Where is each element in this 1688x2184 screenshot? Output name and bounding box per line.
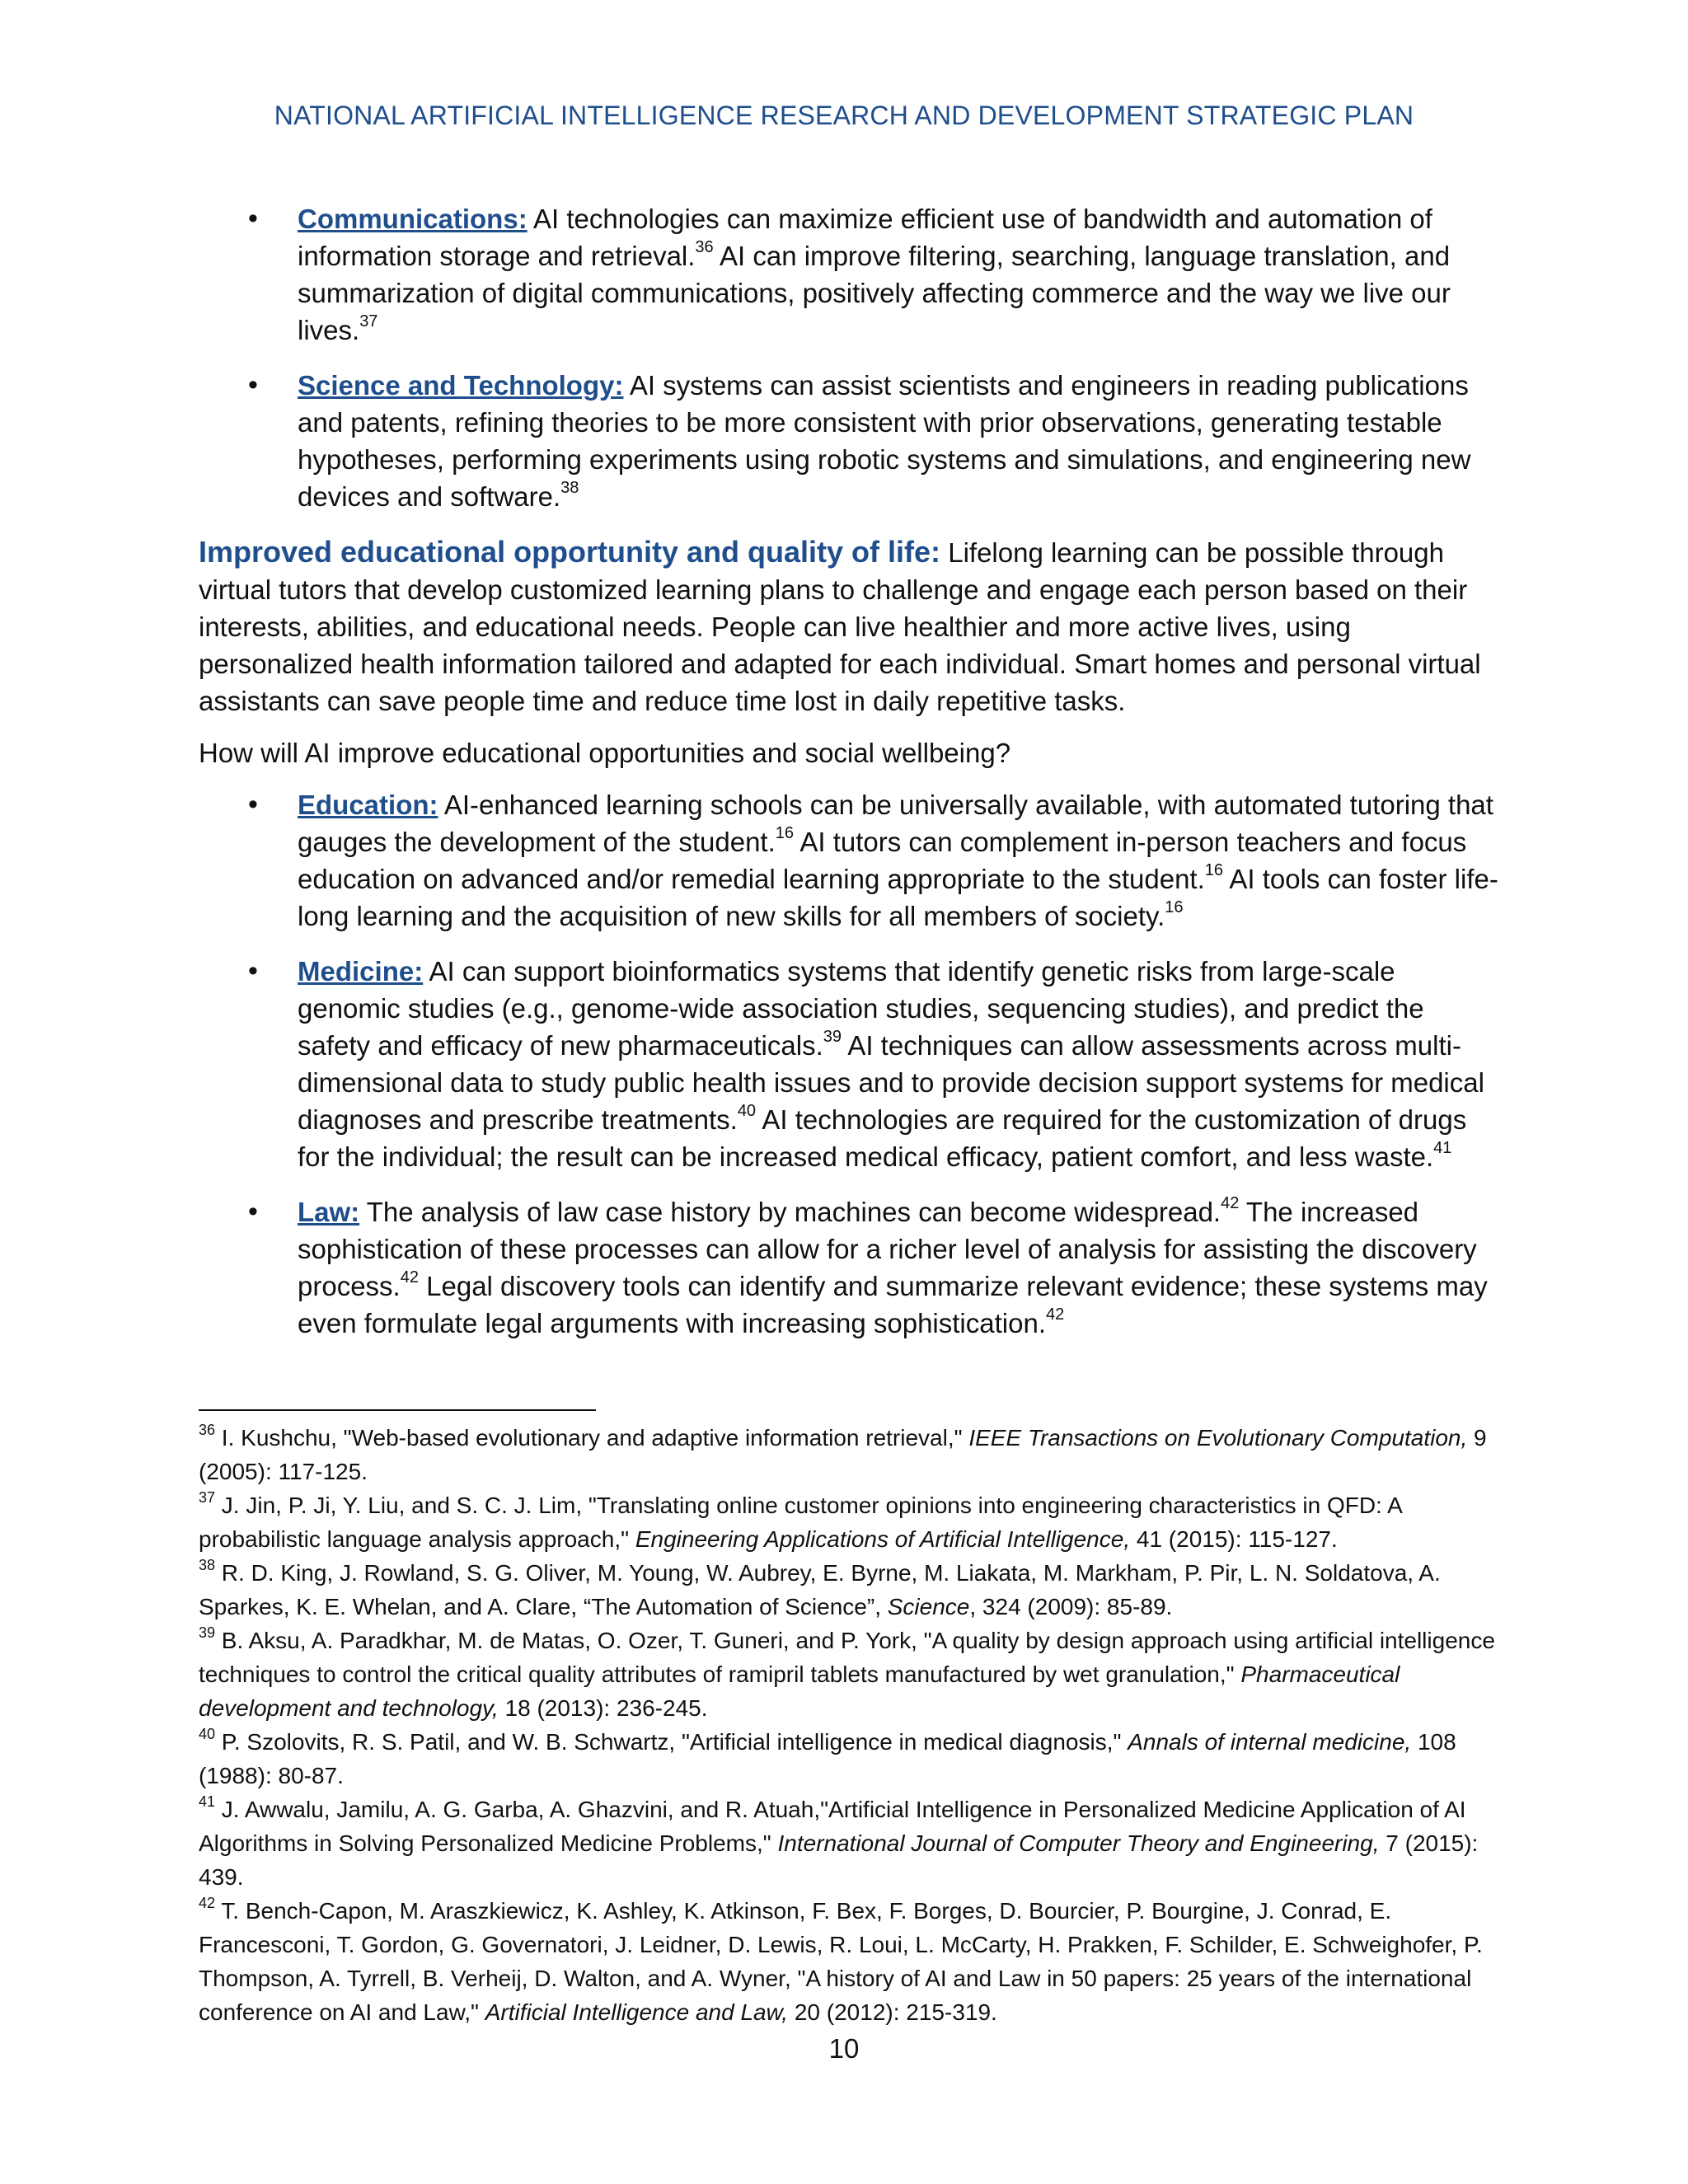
bullet-text: AI technologies are required for the customization of drugs for the individual; the result can be increased medical efficacy, patient comfort, and less waste. bbox=[298, 1104, 1467, 1172]
footnote-tail: 18 (2013): 236-245. bbox=[498, 1695, 708, 1721]
footnote-tail: 41 (2015): 115-127. bbox=[1130, 1526, 1338, 1552]
footnotes bbox=[199, 1421, 1501, 2029]
footnote-tail: 9 (2005): 117-125. bbox=[199, 1425, 1487, 1484]
footnote-text: J. Jin, P. Ji, Y. Liu, and S. C. J. Lim, "Translating online customer opinions into engineering characteristics in QFD: A probabilistic language analysis approach," bbox=[199, 1493, 1402, 1552]
bullet-item-science-technology bbox=[199, 367, 1501, 515]
footnote-39 bbox=[199, 1624, 1501, 1725]
bullet-list-top bbox=[199, 200, 1501, 515]
footnote-number: 39 bbox=[199, 1624, 216, 1641]
bullet-text: The increased sophistication of these processes can allow for a richer level of analysis for assisting the discovery process. bbox=[298, 1197, 1477, 1301]
footnote-ref: 42 bbox=[400, 1268, 419, 1286]
footnote-text: T. Bench-Capon, M. Araszkiewicz, K. Ashley, K. Atkinson, F. Bex, F. Borges, D. Bourcier, P. Bourgine, J. Conrad, E. Francesconi, T. Gordon, G. Governatori, J. Leidner, D. Lewis, R. Loui, L. McCarty, H. Prakken, F. Schilder, E. Schweighofer, P. Thompson, A. Tyrrell, B. Verheij, D. Walton, and A. Wyner, "A history of AI and Law in 50 papers: 25 years of the international conference on AI and Law," bbox=[199, 1898, 1483, 2025]
section-text: Lifelong learning can be possible through virtual tutors that develop customized learning plans to challenge and engage each person based on their interests, abilities, and educational needs. People can live healthier and more active lives, using personalized health information tailored and adapted for each individual. Smart homes and personal virtual assistants can save people time and reduce time lost in daily repetitive tasks. bbox=[199, 537, 1481, 716]
bullet-text: AI tools can foster life-long learning and the acquisition of new skills for all members of society. bbox=[298, 864, 1498, 931]
footnote-journal: Pharmaceutical development and technology, bbox=[199, 1661, 1400, 1721]
bullet-text: AI tutors can complement in-person teachers and focus education on advanced and/or remedial learning appropriate to the student. bbox=[298, 827, 1467, 894]
term-education: Education: bbox=[298, 790, 438, 820]
footnote-journal: Artificial Intelligence and Law, bbox=[485, 1999, 789, 2025]
footnote-text: I. Kushchu, "Web-based evolutionary and adaptive information retrieval," bbox=[215, 1425, 969, 1451]
footnote-journal: IEEE Transactions on Evolutionary Computation, bbox=[968, 1425, 1468, 1451]
footnote-journal: Engineering Applications of Artificial Intelligence, bbox=[635, 1526, 1131, 1552]
bullet-item-education bbox=[199, 786, 1501, 935]
bullet-list-bottom bbox=[199, 786, 1501, 1342]
footnote-ref: 41 bbox=[1433, 1139, 1452, 1157]
footnote-ref: 16 bbox=[1165, 898, 1184, 916]
bullet-text: AI-enhanced learning schools can be universally available, with automated tutoring that gauges the development of the student. bbox=[298, 790, 1493, 857]
footnote-ref: 37 bbox=[359, 312, 378, 330]
running-header: NATIONAL ARTIFICIAL INTELLIGENCE RESEARCH AND DEVELOPMENT STRATEGIC PLAN bbox=[274, 101, 1414, 130]
footnote-42 bbox=[199, 1894, 1501, 2029]
footnote-tail: , 324 (2009): 85-89. bbox=[969, 1594, 1173, 1619]
footnote-text: J. Awwalu, Jamilu, A. G. Garba, A. Ghazvini, and R. Atuah,"Artificial Intelligence in Personalized Medicine Application of AI Algorithms in Solving Personalized Medicine Problems," bbox=[199, 1797, 1466, 1856]
footnote-37 bbox=[199, 1488, 1501, 1556]
footnote-ref: 16 bbox=[775, 824, 795, 842]
footnote-journal: International Journal of Computer Theory and Engineering, bbox=[777, 1830, 1380, 1856]
footnote-text: P. Szolovits, R. S. Patil, and W. B. Schwartz, "Artificial intelligence in medical diagnosis," bbox=[215, 1729, 1128, 1755]
bullet-text: AI can support bioinformatics systems that identify genetic risks from large-scale genomic studies (e.g., genome-wide association studies, sequencing studies), and predict the safety and efficacy of new pharmaceuticals. bbox=[298, 956, 1424, 1061]
term-law: Law: bbox=[298, 1197, 360, 1227]
bullet-item-communications bbox=[199, 200, 1501, 349]
footnote-40 bbox=[199, 1725, 1501, 1793]
term-medicine: Medicine: bbox=[298, 956, 424, 987]
main-content bbox=[199, 200, 1501, 1360]
footnote-ref: 39 bbox=[823, 1028, 842, 1046]
bullet-text: AI can improve filtering, searching, language translation, and summarization of digital communications, positively affecting commerce and the way we live our lives. bbox=[298, 241, 1451, 345]
footnote-ref: 42 bbox=[1045, 1305, 1065, 1324]
footnote-number: 37 bbox=[199, 1488, 216, 1506]
footnote-separator bbox=[199, 1409, 596, 1411]
term-communications: Communications: bbox=[298, 204, 528, 234]
footnote-text: R. D. King, J. Rowland, S. G. Oliver, M. Young, W. Aubrey, E. Byrne, M. Liakata, M. Markham, P. Pir, L. N. Soldatova, A. Sparkes, K. E. Whelan, and A. Clare, “The Automation of Science”, bbox=[199, 1560, 1441, 1619]
bullet-text: Legal discovery tools can identify and summarize relevant evidence; these systems may even formulate legal arguments with increasing sophistication. bbox=[298, 1271, 1488, 1338]
footnote-number: 42 bbox=[199, 1894, 216, 1911]
term-science-technology: Science and Technology: bbox=[298, 370, 624, 401]
footnote-text: B. Aksu, A. Paradkhar, M. de Matas, O. Ozer, T. Guneri, and P. York, "A quality by design approach using artificial intelligence techniques to control the critical quality attributes of ramipril tablets manufactured by wet granulation," bbox=[199, 1628, 1495, 1687]
footnote-36 bbox=[199, 1421, 1501, 1488]
footnote-number: 38 bbox=[199, 1556, 216, 1573]
bullet-text: AI technologies can maximize efficient use of bandwidth and automation of information storage and retrieval. bbox=[298, 204, 1432, 271]
footnote-journal: Annals of internal medicine, bbox=[1128, 1729, 1412, 1755]
bullet-text: AI techniques can allow assessments across multi-dimensional data to study public health issues and to provide decision support systems for medical diagnoses and prescribe treatments. bbox=[298, 1030, 1484, 1135]
footnote-41 bbox=[199, 1793, 1501, 1894]
page-number: 10 bbox=[828, 2033, 860, 2064]
footnote-ref: 36 bbox=[695, 238, 714, 256]
footnote-ref: 38 bbox=[560, 479, 579, 497]
bullet-item-medicine bbox=[199, 953, 1501, 1175]
section-paragraph bbox=[199, 533, 1501, 719]
footnote-number: 41 bbox=[199, 1793, 216, 1810]
footnote-38 bbox=[199, 1556, 1501, 1624]
footnote-ref: 16 bbox=[1204, 861, 1224, 879]
bullet-item-law bbox=[199, 1193, 1501, 1342]
footnote-journal: Science bbox=[887, 1594, 970, 1619]
bullet-text: AI systems can assist scientists and engineers in reading publications and patents, refining theories to be more consistent with prior observations, generating testable hypotheses, performing experiments using robotic systems and simulations, and engineering new devices and software. bbox=[298, 370, 1471, 512]
footnote-number: 40 bbox=[199, 1725, 216, 1742]
question-paragraph: How will AI improve educational opportunities and social wellbeing? bbox=[199, 738, 1011, 768]
footnote-ref: 40 bbox=[737, 1102, 757, 1120]
footnote-tail: 7 (2015): 439. bbox=[199, 1830, 1479, 1890]
footnote-tail: 108 (1988): 80-87. bbox=[199, 1729, 1456, 1788]
bullet-text: The analysis of law case history by machines can become widespread. bbox=[359, 1197, 1221, 1227]
section-heading: Improved educational opportunity and quality of life: bbox=[199, 535, 941, 569]
footnote-number: 36 bbox=[199, 1421, 216, 1438]
footnote-ref: 42 bbox=[1221, 1194, 1240, 1212]
footnote-tail: 20 (2012): 215-319. bbox=[788, 1999, 997, 2025]
